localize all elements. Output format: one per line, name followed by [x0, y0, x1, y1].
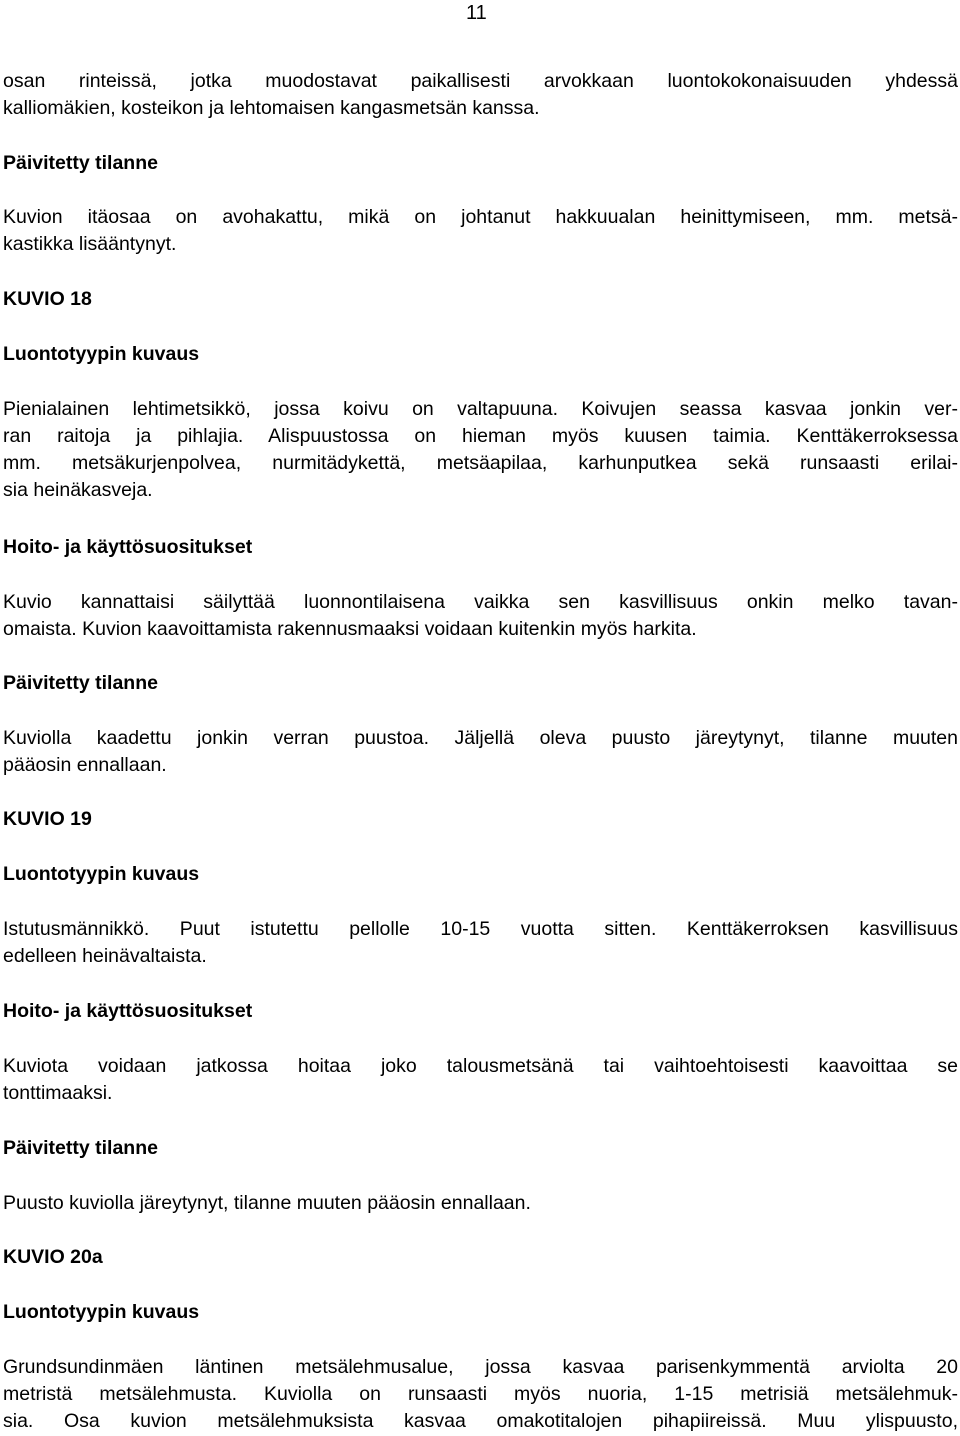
paragraph: [3, 1053, 958, 1107]
section-heading: KUVIO 18: [3, 288, 92, 310]
text-line: sia heinäkasveja.: [3, 479, 153, 501]
section-heading: Luontotyypin kuvaus: [3, 1301, 200, 1323]
section-heading: Hoito- ja käyttösuositukset: [3, 536, 253, 558]
text-line: kastikka lisääntynyt.: [3, 233, 177, 255]
paragraph: [3, 916, 958, 970]
text-line: ran raitoja ja pihlajia. Alispuustossa on hieman myös kuusen taimia. Kenttäkerroksessa: [3, 425, 958, 447]
text-line: Kuviolla kaadettu jonkin verran puustoa. Jäljellä oleva puusto järeytynyt, tilanne muuten: [3, 727, 958, 749]
paragraph: [3, 1190, 958, 1217]
text-line: pääosin ennallaan.: [3, 754, 167, 776]
text-line: metristä metsälehmusta. Kuviolla on runsaasti myös nuoria, 1-15 metrisiä metsälehmuk-: [3, 1383, 958, 1405]
text-line: Kuviota voidaan jatkossa hoitaa joko talousmetsänä tai vaihtoehtoisesti kaavoittaa se: [3, 1055, 958, 1077]
text-line: Grundsundinmäen läntinen metsälehmusalue, jossa kasvaa parisenkymmentä arviolta 20: [3, 1356, 958, 1378]
page-number: 11: [466, 2, 487, 24]
paragraph: [3, 204, 958, 258]
text-line: Istutusmännikkö. Puut istutettu pellolle 10-15 vuotta sitten. Kenttäkerroksen kasvillisuus: [3, 918, 958, 940]
text-line: Pienialainen lehtimetsikkö, jossa koivu on valtapuuna. Koivujen seassa kasvaa jonkin ver-: [3, 398, 958, 420]
paragraph: [3, 725, 958, 779]
paragraph: [3, 396, 958, 504]
section-heading: Luontotyypin kuvaus: [3, 863, 200, 885]
text-line: omaista. Kuvion kaavoittamista rakennusmaaksi voidaan kuitenkin myös harkita.: [3, 618, 697, 640]
section-heading: KUVIO 20a: [3, 1246, 103, 1268]
paragraph: [3, 68, 958, 122]
text-line: sia. Osa kuvion metsälehmuksista kasvaa omakotitalojen pihapiireissä. Muu ylispuusto,: [3, 1410, 958, 1432]
text-line: edelleen heinävaltaista.: [3, 945, 207, 967]
text-line: osan rinteissä, jotka muodostavat paikallisesti arvokkaan luontokokonaisuuden yhdessä: [3, 70, 958, 92]
paragraph: [3, 589, 958, 643]
section-heading: KUVIO 19: [3, 808, 92, 830]
section-heading: Luontotyypin kuvaus: [3, 343, 200, 365]
section-heading: Hoito- ja käyttösuositukset: [3, 1000, 253, 1022]
text-line: mm. metsäkurjenpolvea, nurmitädykettä, metsäapilaa, karhunputkea sekä runsaasti erilai-: [3, 452, 958, 474]
paragraph: [3, 1354, 958, 1435]
text-line: kalliomäkien, kosteikon ja lehtomaisen kangasmetsän kanssa.: [3, 97, 540, 119]
section-heading: Päivitetty tilanne: [3, 152, 158, 174]
text-line: tonttimaaksi.: [3, 1082, 113, 1104]
section-heading: Päivitetty tilanne: [3, 1137, 158, 1159]
text-line: Puusto kuviolla järeytynyt, tilanne muuten pääosin ennallaan.: [3, 1192, 531, 1214]
section-heading: Päivitetty tilanne: [3, 672, 158, 694]
text-line: Kuvio kannattaisi säilyttää luonnontilaisena vaikka sen kasvillisuus onkin melko tavan-: [3, 591, 958, 613]
text-line: Kuvion itäosaa on avohakattu, mikä on johtanut hakkuualan heinittymiseen, mm. metsä-: [3, 206, 958, 228]
